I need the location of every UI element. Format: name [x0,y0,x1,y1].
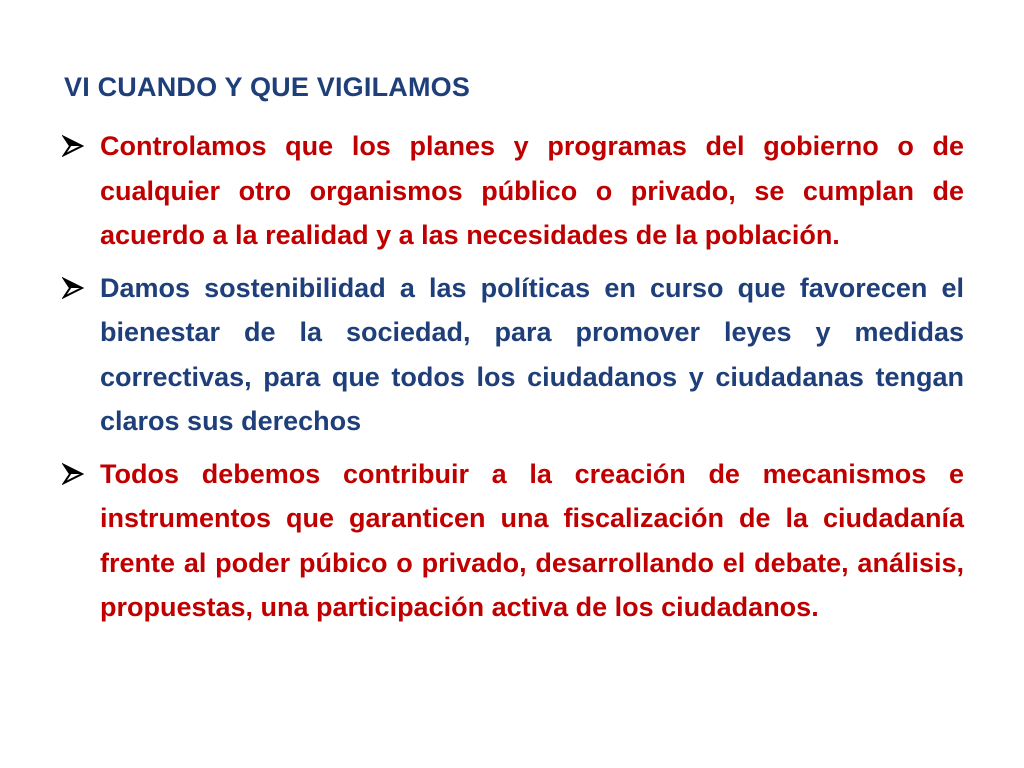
arrowhead-bullet-icon [62,124,100,168]
bullet-item [62,452,964,630]
arrowhead-bullet-icon [62,452,100,496]
bullet-text-planes: Controlamos que los planes y programas del gobierno o de cualquier otro organismos público o privado, se cumplan de acuerdo a la realidad y a las necesidades de la población. [100,131,964,250]
bullet-item [62,124,964,258]
bullet-list [62,124,964,638]
slide-heading: VI CUANDO Y QUE VIGILAMOS [64,72,471,102]
arrowhead-bullet-icon [62,266,100,310]
bullet-item [62,266,964,444]
bullet-text-sostenibilidad: Damos sostenibilidad a las políticas en curso que favorecen el bienestar de la sociedad, para promover leyes y medidas correctivas, para que todos los ciudadanos y ciudadanas tengan claros sus derechos [100,272,964,436]
bullet-text-mecanismos: Todos debemos contribuir a la creación de mecanismos e instrumentos que garanticen una fiscalización de la ciudadanía frente al poder púbico o privado, desarrollando el debate, análisis, propuestas, una participación activa de los ciudadanos. [100,458,964,622]
